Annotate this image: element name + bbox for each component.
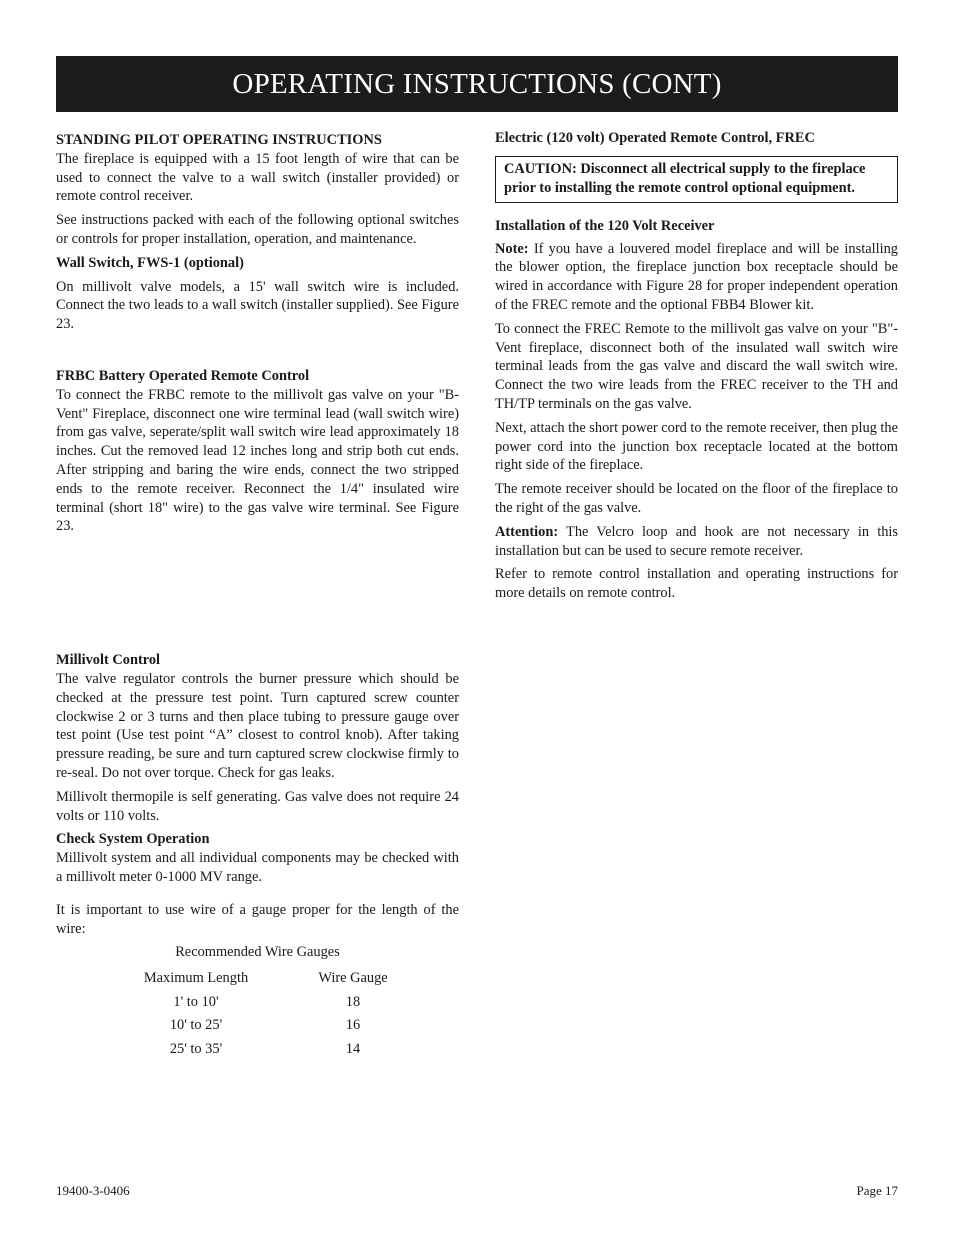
attention-paragraph bbox=[495, 523, 898, 561]
wire-table-caption: Recommended Wire Gauges bbox=[175, 944, 340, 961]
row-gauge: 14 bbox=[345, 1040, 361, 1057]
frec-heading: Electric (120 volt) Operated Remote Control, FREC bbox=[495, 130, 815, 146]
row-length: 10' to 25' bbox=[169, 1017, 223, 1034]
caution-box: CAUTION: Disconnect all electrical supply to the fireplace prior to installing the remote control optional equipment. bbox=[495, 156, 898, 203]
wall-switch-heading: Wall Switch, FWS-1 (optional) bbox=[56, 254, 244, 271]
wire-table-header bbox=[56, 967, 459, 991]
millivolt-paragraph: The valve regulator controls the burner pressure which should be checked at the pressure test point. Turn captured screw counter clockwise 2 or 3 turns and then place tubing to pressure gauge over test point (Use test point “A” closest to control knob). After taking pressure reading, be sure and turn captured screw clockwise firmly to re-seal. Do not over torque. Check for gas leaks. bbox=[56, 670, 459, 781]
frbc-paragraph: To connect the FRBC remote to the millivolt gas valve on your "B-Vent" Fireplace, disconnect one wire terminal lead (wall switch wire) from gas valve, seperate/split wall switch wire lead approximately 18 inches. Cut the removed lead 12 inches long and strip both cut ends. After stripping and baring the wire ends, connect the two stripped ends to the remote receiver. Reconnect the 1/4" insulated wire terminal (short 18" wire) to the gas valve wire terminal. See Figure 23. bbox=[56, 386, 459, 535]
row-length: 1' to 10' bbox=[173, 993, 219, 1010]
standing-pilot-heading: STANDING PILOT OPERATING INSTRUCTIONS bbox=[56, 132, 382, 148]
page-title: OPERATING INSTRUCTIONS (CONT) bbox=[232, 67, 722, 100]
receiver-heading: Installation of the 120 Volt Receiver bbox=[495, 217, 715, 234]
note-paragraph bbox=[495, 240, 898, 315]
table-row bbox=[56, 1038, 459, 1062]
table-row bbox=[56, 1014, 459, 1038]
page-title-banner bbox=[56, 56, 898, 112]
wall-switch-paragraph: On millivolt valve models, a 15' wall switch wire is included. Connect the two leads to a wall switch (installer supplied). See Figure 23. bbox=[56, 278, 459, 333]
table-row bbox=[56, 991, 459, 1015]
refer-paragraph: Refer to remote control installation and operating instructions for more details on remote control. bbox=[495, 566, 898, 602]
attention-text: The Velcro loop and hook are not necessary in this installation but can be used to secure remote receiver. bbox=[495, 523, 898, 559]
standing-pilot-paragraph: The fireplace is equipped with a 15 foot length of wire that can be used to connect the valve to a wall switch (installer provided) or remote control receiver. bbox=[56, 150, 459, 205]
millivolt-heading: Millivolt Control bbox=[56, 652, 161, 669]
wire-gauge-paragraph: It is important to use wire of a gauge proper for the length of the wire: bbox=[56, 901, 459, 937]
check-system-paragraph: Millivolt system and all individual components may be checked with a millivolt meter 0-1000 MV range. bbox=[56, 850, 459, 885]
row-length: 25' to 35' bbox=[169, 1040, 223, 1057]
thermopile-paragraph: Millivolt thermopile is self generating. Gas valve does not require 24 volts or 110 volts. bbox=[56, 788, 459, 824]
check-system-heading: Check System Operation bbox=[56, 831, 210, 848]
wire-gauge-table bbox=[56, 943, 459, 1061]
wire-table-col-length: Maximum Length bbox=[143, 970, 249, 987]
note-text: If you have a louvered model fireplace and will be installing the blower option, the fireplace junction box receptacle should be wired in accordance with Figure 28 for proper independent operation of the FREC remote and the optional FBB4 Blower kit. bbox=[495, 240, 898, 313]
attention-label: Attention: bbox=[495, 523, 559, 540]
receiver-location-paragraph: The remote receiver should be located on the floor of the fireplace to the right of the gas valve. bbox=[495, 481, 898, 516]
optional-controls-paragraph: See instructions packed with each of the following optional switches or controls for proper installation, operation, and maintenance. bbox=[56, 212, 459, 247]
page-number: Page 17 bbox=[856, 1183, 898, 1198]
note-label: Note: bbox=[495, 240, 529, 257]
row-gauge: 16 bbox=[345, 1017, 361, 1034]
right-column bbox=[495, 129, 898, 608]
frec-connect-paragraph: To connect the FREC Remote to the millivolt gas valve on your "B"-Vent fireplace, disconnect both of the insulated wall switch wire terminal leads from the gas valve and discard the wall switch wire. Connect the two wire leads from the FREC receiver to the TH and TH/TP terminals on the gas valve. bbox=[495, 320, 898, 412]
wire-table-col-gauge: Wire Gauge bbox=[318, 970, 388, 987]
power-cord-paragraph: Next, attach the short power cord to the remote receiver, then plug the power cord into the junction box receptacle located at the bottom right side of the fireplace. bbox=[495, 419, 899, 474]
row-gauge: 18 bbox=[345, 993, 361, 1010]
doc-number: 19400-3-0406 bbox=[56, 1183, 130, 1198]
frbc-heading: FRBC Battery Operated Remote Control bbox=[56, 367, 310, 384]
left-column bbox=[56, 131, 459, 1061]
